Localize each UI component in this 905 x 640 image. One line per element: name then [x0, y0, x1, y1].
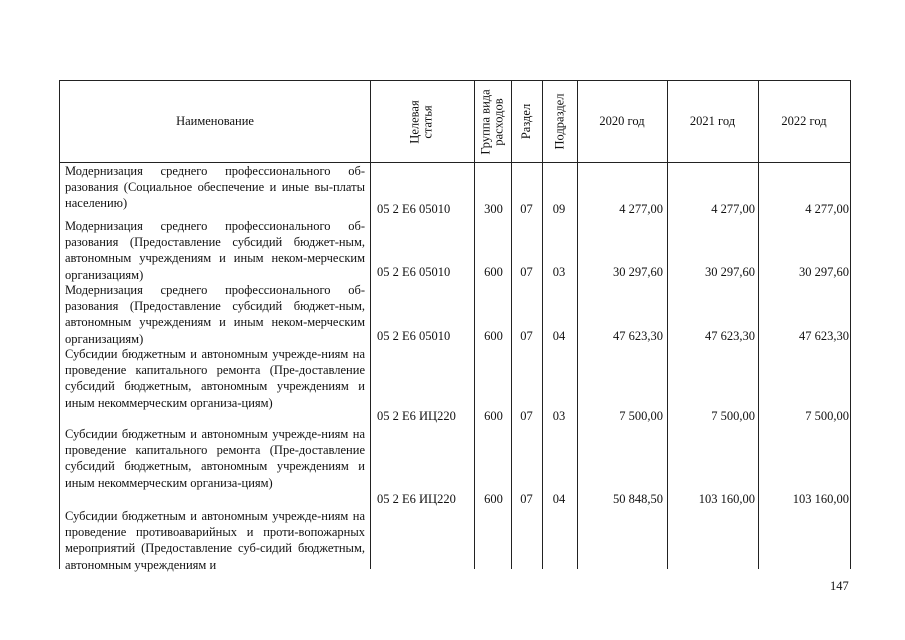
row-name: Модернизация среднего профессионального об-разования (Предоставление субсидий бюджет-ным, автономным учреждениям и иным неком-мерческим организациям) — [65, 283, 365, 346]
row-code: 05 2 Е6 05010 — [377, 202, 451, 216]
row-2020: 7 500,00 — [619, 409, 663, 423]
row-code: 05 2 Е6 ИЦ220 — [377, 492, 456, 506]
header-2021: 2021 год — [689, 114, 736, 128]
row-group: 600 — [484, 329, 503, 343]
row-section: 07 — [520, 265, 533, 279]
row-section: 07 — [520, 492, 533, 506]
row-2021: 4 277,00 — [711, 202, 755, 216]
budget-table — [59, 80, 851, 572]
row-2021: 7 500,00 — [711, 409, 755, 423]
row-subsection: 03 — [552, 409, 566, 423]
header-2020: 2020 год — [599, 114, 645, 128]
row-name: Модернизация среднего профессионального об-разования (Социальное обеспечение и иные вы-платы населению) — [65, 164, 365, 211]
row-2020: 30 297,60 — [613, 265, 663, 279]
row-name: Субсидии бюджетным и автономным учрежде-ниям на проведение капитального ремонта (Пре-доставление субсидий бюджетным, автономным учреждениям и иным некоммерческим организа-циям) — [65, 427, 365, 490]
row-group: 300 — [484, 202, 503, 216]
row-2022: 30 297,60 — [799, 265, 849, 279]
header-target: Целевая статья — [408, 99, 435, 144]
page-number: 147 — [830, 579, 849, 593]
row-2021: 47 623,30 — [705, 329, 755, 343]
row-2020: 4 277,00 — [619, 202, 663, 216]
row-name: Субсидии бюджетным и автономным учрежде-ниям на проведение противоаварийных и проти-вопожарных мероприятий (Предоставление суб-сидий бюджетным, автономным учреждениям и — [65, 509, 365, 572]
row-subsection: 03 — [552, 265, 566, 279]
row-2022: 103 160,00 — [792, 492, 849, 506]
row-name: Субсидии бюджетным и автономным учрежде-ниям на проведение капитального ремонта (Пре-доставление субсидий бюджетным, автономным учреждениям и иным некоммерческим организа-циям) — [65, 347, 365, 410]
header-subsection: Подраздел — [552, 93, 566, 150]
row-code: 05 2 Е6 05010 — [377, 265, 451, 279]
row-subsection: 04 — [552, 492, 566, 506]
row-2022: 4 277,00 — [805, 202, 849, 216]
row-subsection: 04 — [552, 329, 566, 343]
row-group: 600 — [484, 409, 503, 423]
row-2022: 7 500,00 — [805, 409, 849, 423]
header-name: Наименование — [176, 114, 254, 128]
row-2020: 50 848,50 — [613, 492, 663, 506]
row-2020: 47 623,30 — [613, 329, 663, 343]
row-code: 05 2 Е6 05010 — [377, 329, 451, 343]
row-2022: 47 623,30 — [799, 329, 849, 343]
header-2022: 2022 год — [781, 114, 827, 128]
row-section: 07 — [520, 202, 533, 216]
row-code: 05 2 Е6 ИЦ220 — [377, 409, 456, 423]
header-group: Группа вида расходов — [478, 88, 506, 155]
header-section: Раздел — [519, 103, 534, 140]
row-subsection: 09 — [552, 202, 566, 216]
row-section: 07 — [520, 329, 533, 343]
row-2021: 30 297,60 — [705, 265, 755, 279]
row-2021: 103 160,00 — [698, 492, 755, 506]
row-group: 600 — [484, 492, 503, 506]
row-section: 07 — [520, 409, 533, 423]
row-name: Модернизация среднего профессионального об-разования (Предоставление субсидий бюджет-ным, автономным учреждениям и иным неком-мерческим организациям) — [65, 219, 365, 282]
row-group: 600 — [484, 265, 503, 279]
